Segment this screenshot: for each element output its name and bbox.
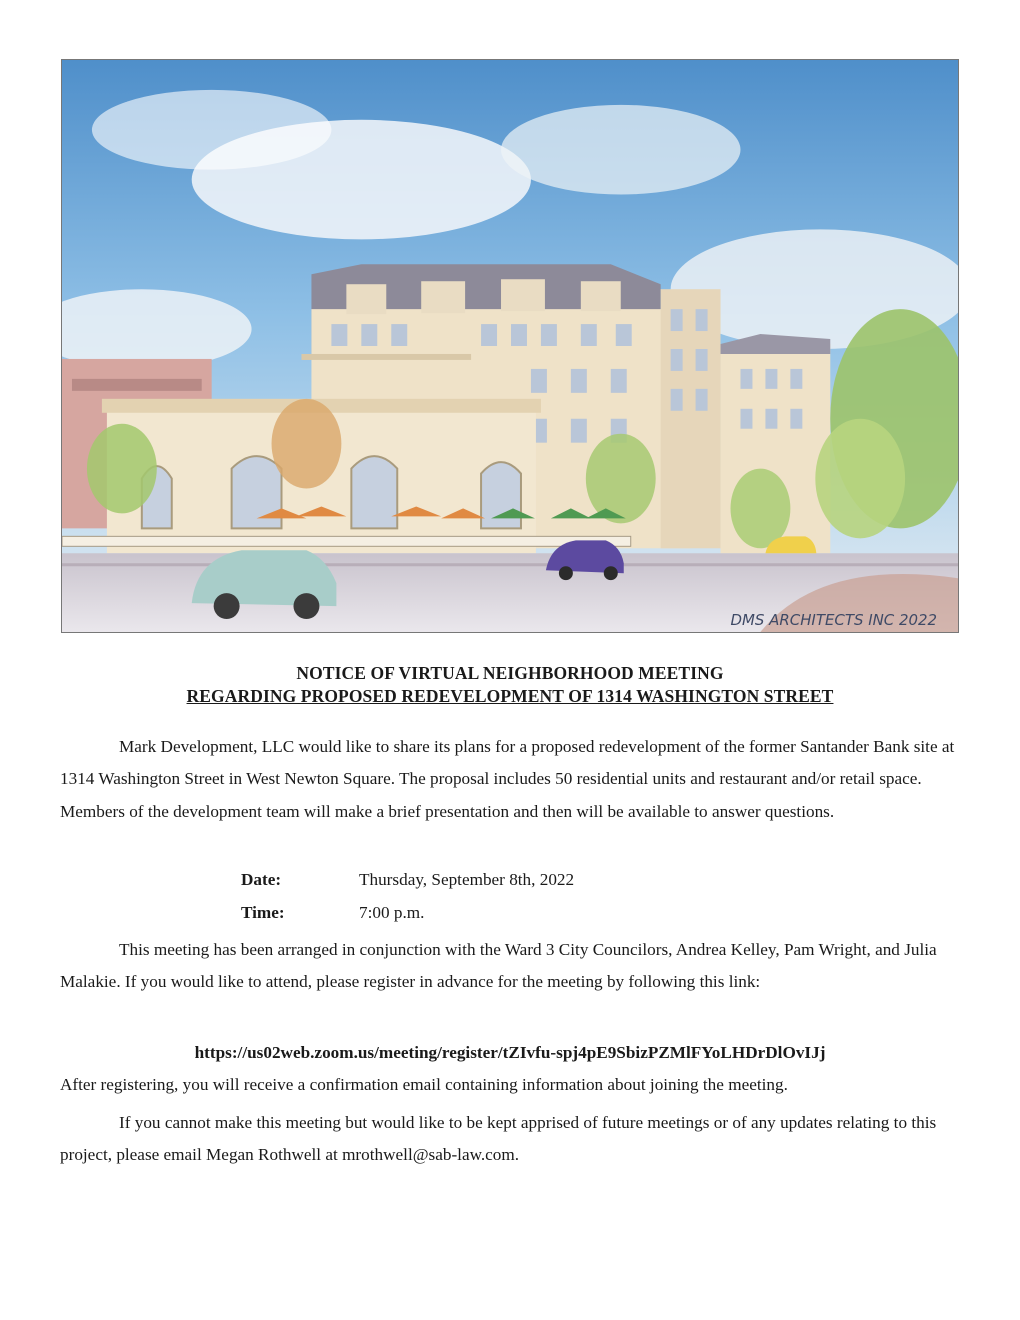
notice-title: NOTICE OF VIRTUAL NEIGHBORHOOD MEETING: [296, 663, 724, 683]
date-row: [241, 870, 574, 890]
date-label: Date:: [241, 870, 282, 889]
architect-signature: DMS ARCHITECTS INC 2022: [730, 611, 938, 630]
architectural-rendering: [61, 59, 959, 633]
time-row: [241, 903, 424, 923]
building-illustration: [62, 60, 958, 632]
confirmation-note: After registering, you will receive a confirmation email containing information about joining the meeting.: [60, 1075, 788, 1094]
time-label: Time:: [241, 903, 285, 922]
contact-text: If you cannot make this meeting but would like to be kept apprised of future meetings or of any updates relating to this project, please email Megan Rothwell at mrothwell@sab-law.com.: [60, 1113, 937, 1165]
contact-paragraph: [60, 1107, 960, 1172]
intro-text: Mark Development, LLC would like to share its plans for a proposed redevelopment of the former Santander Bank site at 1314 Washington Street in West Newton Square. The proposal includes 50 residential units and restaurant and/or retail space. Members of the development team will make a brief presentation and then will be available to answer questions.: [60, 737, 955, 821]
intro-paragraph: [60, 731, 960, 828]
registration-paragraph: [60, 934, 960, 999]
registration-text: This meeting has been arranged in conjunction with the Ward 3 City Councilors, Andrea Kelley, Pam Wright, and Julia Malakie. If you would like to attend, please register in advance for the meeting by following this link:: [60, 940, 937, 992]
time-value: 7:00 p.m.: [359, 903, 425, 922]
registration-link[interactable]: https://us02web.zoom.us/meeting/register/tZIvfu-spj4pE9SbizPZMlFYoLHDrDlOvIJj: [194, 1043, 826, 1062]
date-value: Thursday, September 8th, 2022: [359, 870, 575, 889]
notice-subtitle: REGARDING PROPOSED REDEVELOPMENT OF 1314 WASHINGTON STREET: [186, 686, 834, 706]
